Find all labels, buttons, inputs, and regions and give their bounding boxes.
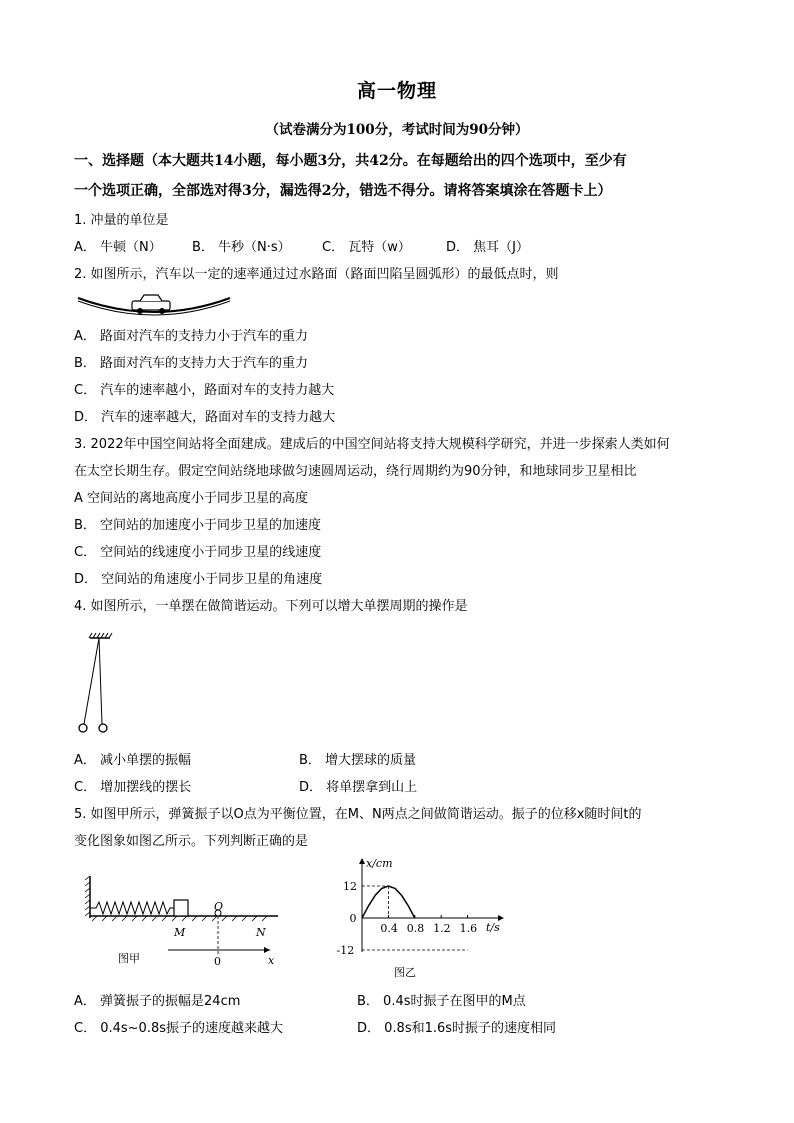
q2-option-b: B． 路面对汽车的支持力大于汽车的重力 (74, 356, 309, 371)
q4-option-d: D． 将单摆拿到山上 (299, 780, 418, 795)
chart-xlabel: t/s (486, 921, 500, 934)
label-M: M (174, 926, 186, 939)
q2-option-a: A． 路面对汽车的支持力小于汽车的重力 (74, 329, 309, 344)
q4-option-a: A． 减小单摆的振幅 (74, 753, 192, 768)
q1-option-b: B． 牛秒（N·s） (192, 240, 291, 255)
car-on-curved-road-figure (76, 290, 232, 318)
q5-stem-line2: 变化图象如图乙所示。下列判断正确的是 (74, 834, 309, 849)
q5-option-b: B． 0.4s时振子在图甲的M点 (357, 994, 526, 1009)
q4-stem: 4. 如图所示，一单摆在做简谐运动。下列可以增大单摆周期的操作是 (74, 599, 468, 614)
x-axis-arrow (264, 947, 270, 953)
section-instructions-line2: 一个选项正确，全部选对得3分，漏选得2分，错选不得分。请将答案填涂在答题卡上） (74, 183, 612, 199)
label-N: N (256, 926, 266, 939)
q1-option-c: C． 瓦特（w） (322, 240, 411, 255)
x-axis-vertical-arrow (359, 858, 365, 864)
q5-option-d: D． 0.8s和1.6s时振子的速度相同 (357, 1021, 557, 1036)
page-subtitle: （试卷满分为100分，考试时间为90分钟） (265, 122, 529, 138)
y-tick-label: 0 (349, 912, 357, 925)
y-tick-label: 12 (343, 880, 357, 893)
pendulum-figure (74, 632, 114, 738)
displacement-time-chart (334, 856, 510, 980)
oscillator-block (174, 900, 188, 916)
q2-option-d: D． 汽车的速率越大，路面对车的支持力越大 (74, 410, 336, 425)
figure-b-caption: 图乙 (394, 966, 416, 979)
spring-oscillator-figure (84, 870, 284, 970)
chart-ylabel: x/cm (366, 857, 393, 870)
q5-option-c: C． 0.4s~0.8s振子的速度越来越大 (74, 1021, 283, 1036)
q3-option-a: A 空间站的离地高度小于同步卫星的高度 (74, 491, 309, 506)
q3-stem-line2: 在太空长期生存。假定空间站绕地球做匀速圆周运动，绕行周期约为90分钟，和地球同步卫星相比 (74, 464, 637, 479)
q3-stem-line1: 3. 2022年中国空间站将全面建成。建成后的中国空间站将支持大规模科学研究，并进一步探索人类如何 (74, 437, 670, 452)
section-instructions-line1: 一、选择题（本大题共14小题，每小题3分，共42分。在每题给出的四个选项中，至少有 (74, 153, 627, 169)
figure-a-caption: 图甲 (118, 952, 140, 965)
q3-option-b: B． 空间站的加速度小于同步卫星的加速度 (74, 518, 322, 533)
label-x: x (268, 954, 275, 967)
q5-option-a: A． 弹簧振子的振幅是24cm (74, 994, 241, 1009)
x-tick-label: 0.4 (380, 922, 398, 935)
pendulum-string-right (99, 638, 102, 724)
q2-option-c: C． 汽车的速率越小，路面对车的支持力越大 (74, 383, 335, 398)
q1-stem: 1. 冲量的单位是 (74, 213, 169, 228)
q3-option-d: D． 空间站的角速度小于同步卫星的角速度 (74, 572, 323, 587)
q5-stem-line1: 5. 如图甲所示，弹簧振子以O点为平衡位置，在M、N两点之间做简谐运动。振子的位移x随时间t的 (74, 807, 642, 822)
y-tick-label: -12 (336, 944, 355, 957)
q3-option-c: C． 空间站的线速度小于同步卫星的线速度 (74, 545, 322, 560)
q4-option-b: B． 增大摆球的质量 (299, 753, 417, 768)
pendulum-bob-right (99, 724, 107, 732)
label-O: O (214, 900, 224, 913)
x-tick-label: 1.2 (433, 922, 451, 935)
spring (90, 902, 174, 914)
x-tick-label: 1.6 (459, 922, 478, 935)
x-tick-label: 0.8 (406, 922, 425, 935)
page-title: 高一物理 (356, 80, 437, 102)
q1-option-d: D． 焦耳（J） (446, 240, 529, 255)
q2-stem: 2. 如图所示，汽车以一定的速率通过过水路面（路面凹陷呈圆弧形）的最低点时，则 (74, 267, 559, 282)
label-zero: 0 (214, 955, 221, 968)
pendulum-string-left (84, 638, 99, 724)
q1-option-a: A． 牛顿（N） (74, 240, 162, 255)
pendulum-bob-left (79, 724, 87, 732)
q4-option-c: C． 增加摆线的摆长 (74, 780, 192, 795)
